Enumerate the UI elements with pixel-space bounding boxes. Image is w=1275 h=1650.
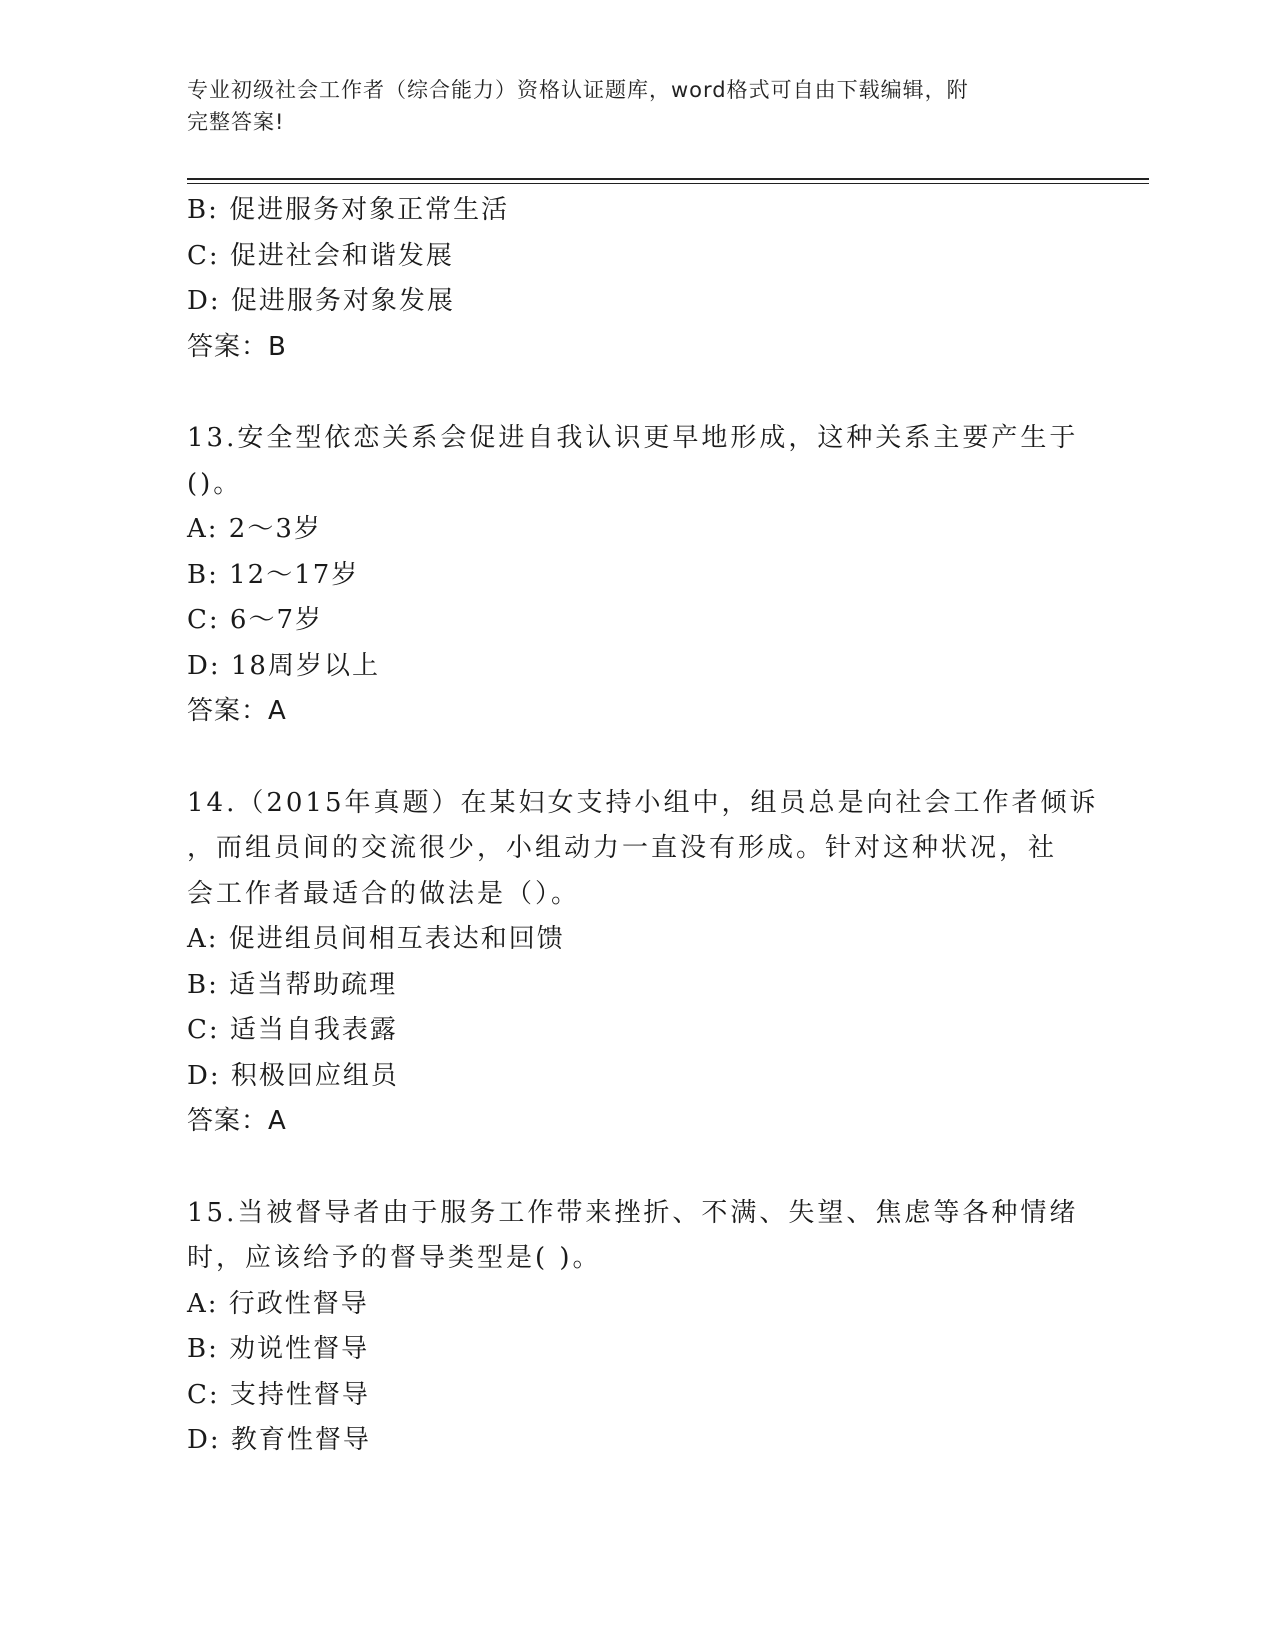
option-a: A: 2～3岁	[187, 514, 322, 544]
option-b: B: 促进服务对象正常生活	[187, 195, 510, 225]
question-stem-line: 14.（2015年真题）在某妇女支持小组中，组员总是向社会工作者倾诉	[187, 787, 1099, 818]
option-b: B: 劝说性督导	[187, 1334, 370, 1364]
option-c: C: 适当自我表露	[187, 1015, 398, 1045]
spacer	[187, 370, 1087, 416]
answer-line: 答案：B	[187, 331, 287, 362]
answer-line: 答案：A	[187, 1106, 287, 1136]
question-list	[187, 188, 1099, 1464]
document-header	[187, 74, 1087, 138]
option-d: D: 教育性督导	[187, 1425, 371, 1455]
spacer	[187, 1145, 1087, 1191]
answer-line: 答案：A	[187, 696, 287, 726]
option-b: B: 适当帮助疏理	[187, 969, 398, 1000]
header-rule-thin	[187, 183, 1149, 184]
option-c: C: 促进社会和谐发展	[187, 240, 454, 271]
question-13	[187, 416, 1087, 735]
spacer	[187, 735, 1087, 781]
option-d: D: 18周岁以上	[187, 650, 380, 681]
option-a: A: 促进组员间相互表达和回馈	[187, 924, 565, 954]
question-14	[187, 781, 1099, 1145]
question-stem-line: 时，应该给予的督导类型是( )。	[187, 1243, 602, 1273]
option-c: C: 支持性督导	[187, 1379, 370, 1410]
option-c: C: 6～7岁	[187, 605, 324, 635]
option-b: B: 12～17岁	[187, 559, 360, 590]
question-12-tail	[187, 188, 1087, 370]
header-rule-thick	[187, 178, 1149, 180]
question-stem-line: ()。	[187, 468, 243, 499]
question-stem-line: 15.当被督导者由于服务工作带来挫折、不满、失望、焦虑等各种情绪	[187, 1197, 1079, 1228]
question-stem-line: ，而组员间的交流很少，小组动力一直没有形成。针对这种状况，社	[187, 833, 1058, 863]
header-line-1: 专业初级社会工作者（综合能力）资格认证题库，word格式可自由下载编辑，附	[187, 78, 969, 102]
header-line-2: 完整答案!	[187, 110, 285, 134]
question-15	[187, 1191, 1087, 1464]
option-d: D: 促进服务对象发展	[187, 286, 455, 316]
option-d: D: 积极回应组员	[187, 1060, 399, 1091]
question-stem-line: 会工作者最适合的做法是（）。	[187, 878, 581, 909]
option-a: A: 行政性督导	[187, 1288, 369, 1319]
question-stem-line: 13.安全型依恋关系会促进自我认识更早地形成，这种关系主要产生于	[187, 423, 1079, 453]
